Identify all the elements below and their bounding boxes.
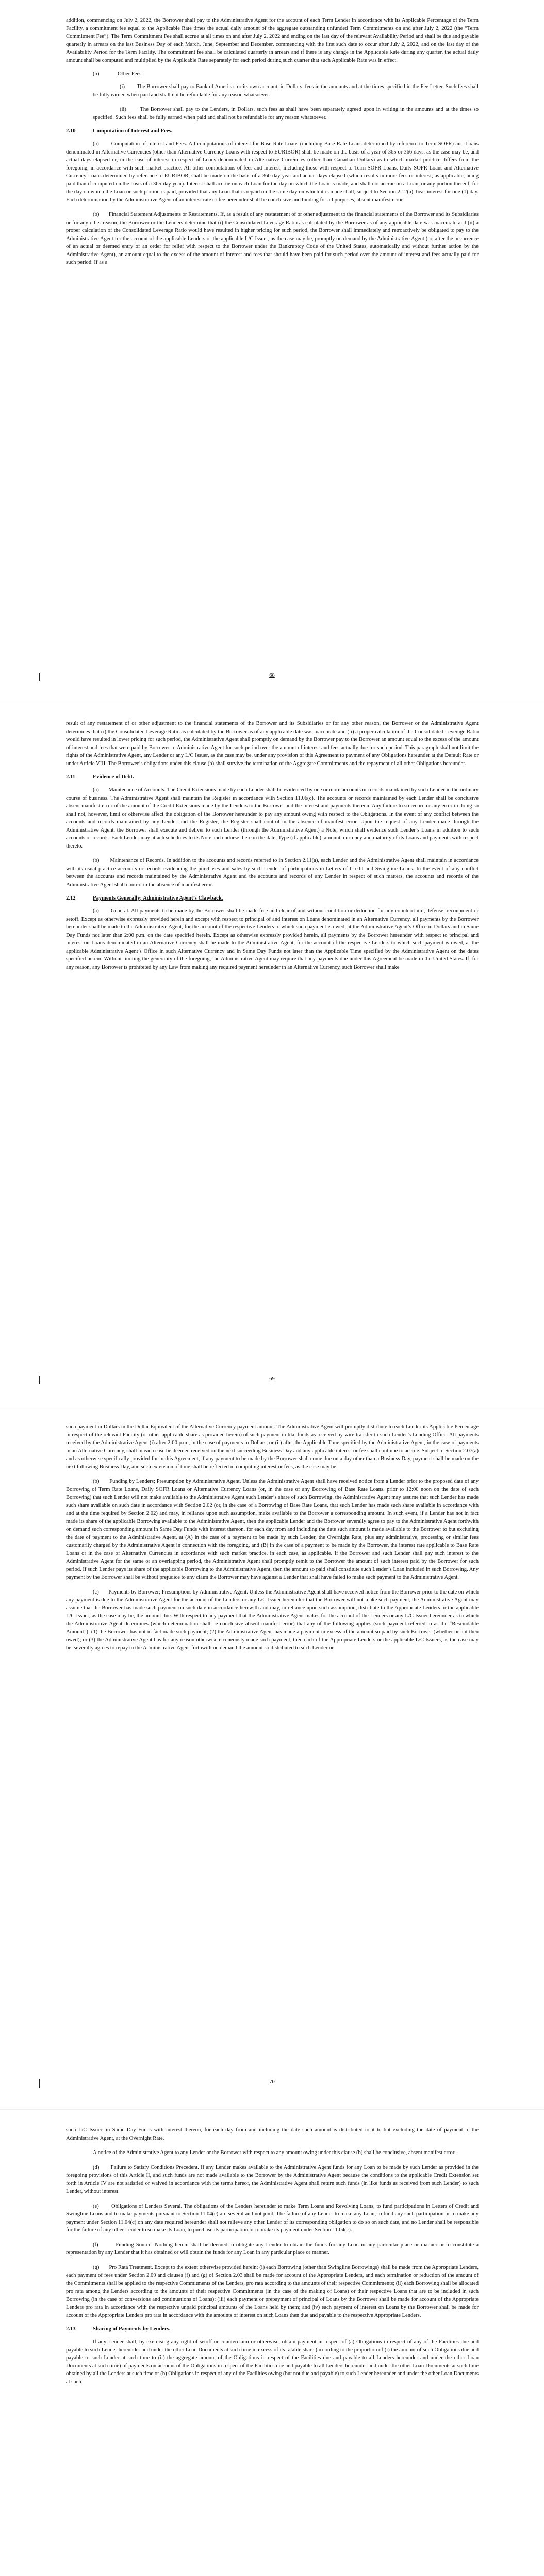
page-number: 70	[269, 2079, 275, 2085]
section-heading: 2.10 Computation of Interest and Fees.	[66, 128, 173, 134]
document-page	[0, 1406, 544, 2110]
body-paragraph: (a) Maintenance of Accounts. The Credit Extensions made by each Lender shall be evidenced by one or more accounts or records maintained by such Lender in the ordinary course of business. The Administrative Agent shall maintain the Register in accordance with Section 11.06(c). The accounts or records maintained by each Lender shall be conclusive absent manifest error of the amount of the Credit Extensions made by the Lenders to the Borrower and the interest and payments thereon. Any failure to so record or any error in doing so shall not, however, limit or otherwise affect the obligation of the Borrower hereunder to pay any amount owing with respect to the Obligations. In the event of any conflict between the accounts and records maintained by any Lender and the Register, the Register shall control in the absence of manifest error. Upon the request of any Lender made through the Administrative Agent, the Borrower shall execute and deliver to such Lender (through the Administrative Agent) a Note, which shall evidence such Lender’s Loans in addition to such accounts or records. Each Lender may attach schedules to its Note and endorse thereon the date, Type (if applicable), amount, currency and maturity of its Loans and payments with respect thereto.	[66, 787, 479, 849]
page-number: 68	[269, 673, 275, 679]
body-paragraph: (b) Funding by Lenders; Presumption by Administrative Agent. Unless the Administrative Agent shall have received notice from a Lender prior to the proposed date of any Borrowing of Term Rate Loans, Daily SOFR Loans or Alternative Currency Loans (or, in the case of any Borrowing of Base Rate Loans, prior to 12:00 noon on the date of such Borrowing) that such Lender will not make available to the Administrative Agent such Lender’s share of such Borrowing, the Administrative Agent may assume that such Lender has made such share available on such date in accordance with Section 2.02 (or, in the case of a Borrowing of Base Rate Loans, that such Lender has made such share available in accordance with and at the time required by Section 2.02) and may, in reliance upon such assumption, make available to the Borrower a corresponding amount. In such event, if a Lender has not in fact made its share of the applicable Borrowing available to the Administrative Agent, then the applicable Lender and the Borrower severally agree to pay to the Administrative Agent forthwith on demand such corresponding amount in Same Day Funds with interest thereon, for each day from and including the date such amount is made available to the Borrower to but excluding the date of payment to the Administrative Agent, at (A) in the case of a payment to be made by such Lender, the Overnight Rate, plus any administrative, processing or similar fees customarily charged by the Administrative Agent in connection with the foregoing, and (B) in the case of a payment to be made by the Borrower, the interest rate applicable to Base Rate Loans or in the case of Alternative Currencies in accordance with such market practice, in each case, as applicable. If the Borrower and such Lender shall pay such interest to the Administrative Agent for the same or an overlapping period, the Administrative Agent shall promptly remit to the Borrower the amount of such interest paid by the Borrower for such period. If such Lender pays its share of the applicable Borrowing to the Administrative Agent, then the amount so paid shall constitute such Lender’s Loan included in such Borrowing. Any payment by the Borrower shall be without prejudice to any claim the Borrower may have against a Lender that shall have failed to make such payment to the Administrative Agent.	[66, 1479, 479, 1580]
body-paragraph: (i) The Borrower shall pay to Bank of America for its own account, in Dollars, fees in the amounts and at the times specified in the Fee Letter. Such fees shall be fully earned when paid and shall not be refundable for any reason whatsoever.	[93, 84, 479, 98]
document-page	[0, 703, 544, 1406]
body-paragraph: such payment in Dollars in the Dollar Equivalent of the Alternative Currency payment amount. The Administrative Agent will promptly distribute to each Lender its Applicable Percentage in respect of the relevant Facility (or other applicable share as provided herein) of such payment in like funds as received by wire transfer to such Lender’s Lending Office. All payments received by the Administrative Agent (i) after 2:00 p.m., in the case of payments in Dollars, or (ii) after the Applicable Time specified by the Administrative Agent, in the case of payments in an Alternative Currency, shall in each case be deemed received on the next succeeding Business Day and any applicable interest or fee shall continue to accrue. Subject to Section 2.07(a) and as otherwise specifically provided for in this Agreement, if any payment to be made by the Borrower shall come due on a day other than a Business Day, payment shall be made on the next following Business Day, and such extension of time shall be reflected in computing interest or fees, as the case may be.	[66, 1424, 479, 1470]
body-paragraph: (g) Pro Rata Treatment. Except to the extent otherwise provided herein: (i) each Borrowing (other than Swingline Borrowings) shall be made from the Appropriate Lenders, each payment of fees under Section 2.09 and clauses (f) and (g) of Section 2.03 shall be made for account of the Appropriate Lenders, and each termination or reduction of the amount of the Commitments shall be applied to the respective Commitments of the Lenders, pro rata according to the amounts of their respective Commitments; (ii) each Borrowing shall be allocated pro rata among the Lenders according to the amounts of their respective Commitments (in the case of the making of Loans) or their respective Loans that are to be included in such Borrowing (in the case of conversions and continuations of Loans); (iii) each payment or prepayment of principal of Loans by the Borrower shall be made for account of the Appropriate Lenders pro rata in accordance with the respective unpaid principal amounts of the Loans held by them; and (iv) each payment of interest on Loans by the Borrower shall be made for account of the Appropriate Lenders pro rata in accordance with the amounts of interest on such Loans then due and payable to the respective Appropriate Lenders.	[66, 2264, 479, 2318]
body-paragraph: (c) Payments by Borrower; Presumptions by Administrative Agent. Unless the Administrative Agent shall have received notice from the Borrower prior to the date on which any payment is due to the Administrative Agent for the account of the Lenders or any L/C Issuer hereunder that the Borrower will not make such payment, the Administrative Agent may assume that the Borrower has made such payment on such date in accordance herewith and may, in reliance upon such assumption, distribute to the Appropriate Lenders or the applicable L/C Issuer, as the case may be, the amount due. With respect to any payment that the Administrative Agent makes for the account of the Lenders or any L/C Issuer hereunder as to which the Administrative Agent determines (which determination shall be conclusive absent manifest error) that any of the following applies (such payment referred to as the “Rescindable Amount”): (1) the Borrower has not in fact made such payment; (2) the Administrative Agent has made a payment in excess of the amount so paid by such Borrower (whether or not then owed); or (3) the Administrative Agent has for any reason otherwise erroneously made such payment, then each of the Appropriate Lenders or the applicable L/C Issuers, as the case may be, severally agrees to repay to the Administrative Agent forthwith on demand the amount so distributed to such Lender or	[66, 1589, 479, 1651]
subsection-label: (b) Other Fees.	[93, 71, 143, 77]
body-paragraph: (b) Financial Statement Adjustments or Restatements. If, as a result of any restatement of or other adjustment to the financial statements of the Borrower and its Subsidiaries or for any other reason, the Borrower or the Lenders determine that (i) the Consolidated Leverage Ratio as calculated by the Borrower as of any applicable date was inaccurate and (ii) a proper calculation of the Consolidated Leverage Ratio would have resulted in higher pricing for such period, the Borrower shall immediately and retroactively be obligated to pay to the Administrative Agent for the account of the applicable Lenders or the applicable L/C Issuer, as the case may be, promptly on demand by the Administrative Agent (or, after the occurrence of an actual or deemed entry of an order for relief with respect to the Borrower under the Bankruptcy Code of the United States, automatically and without further action by the Administrative Agent), an amount equal to the excess of the amount of interest and fees that should have been paid for such period over the amount of interest and fees actually paid for such period. If as a	[66, 212, 479, 265]
page-number: 69	[269, 1376, 275, 1382]
section-heading: 2.13 Sharing of Payments by Lenders.	[66, 2326, 171, 2332]
body-paragraph: addition, commencing on July 2, 2022, the Borrower shall pay to the Administrative Agent for the account of each Term Lender in accordance with its Applicable Percentage of the Term Facility, a commitment fee equal to the Applicable Rate times the actual daily amount of the aggregate outstanding unfunded Term Commitments on and after July 2, 2022 (the “Term Commitment Fee”). The Term Commitment Fee shall accrue at all times on and after July 2, 2022 and ending on the last day of the relevant Availability Period and shall be due and payable quarterly in arrears on the last Business Day of each March, June, September and December, commencing with the first such date to occur after July 2, 2022, and on the last day of the Availability Period for the Term Facility. The commitment fee shall be calculated quarterly in arrears and if there is any change in the Applicable Rate during any quarter, the actual daily amount shall be computed and multiplied by the Applicable Rate separately for each period during such quarter that such Applicable Rate was in effect.	[66, 18, 479, 63]
body-paragraph: (a) Computation of Interest and Fees. All computations of interest for Base Rate Loans (including Base Rate Loans determined by reference to Term SOFR) and Loans denominated in Alternative Currencies (other than Alternative Currency Loans with respect to EURIBOR) shall be made on the basis of a year of 365 or 366 days, as the case may be, and actual days elapsed or, in the case of interest in respect of Loans denominated in Alternative Currencies (other than Canadian Dollars) as to which market practice differs from the foregoing, in accordance with such market practice. All other computations of fees and interest, including those with respect to Term SOFR Loans, Daily SOFR Loans and Alternative Currency Loans determined by reference to EURIBOR, shall be made on the basis of a 360-day year and actual days elapsed (which results in more fees or interest, as applicable, being paid than if computed on the basis of a 365-day year). Interest shall accrue on each Loan for the day on which the Loan is made, and shall not accrue on a Loan, or any portion thereof, for the day on which the Loan or such portion is paid, provided that any Loan that is repaid on the same day on which it is made shall, subject to Section 2.12(a), bear interest for one (1) day. Each determination by the Administrative Agent of an interest rate or fee hereunder shall be conclusive and binding for all purposes, absent manifest error.	[66, 141, 479, 203]
body-paragraph: (f) Funding Source. Nothing herein shall be deemed to obligate any Lender to obtain the funds for any Loan in any particular place or manner or to constitute a representation by any Lender that it has obtained or will obtain the funds for any Loan in any particular place or manner.	[66, 2242, 479, 2256]
section-heading: 2.12 Payments Generally; Administrative Agent’s Clawback.	[66, 895, 223, 901]
page-body	[66, 16, 479, 274]
body-paragraph: (a) General. All payments to be made by the Borrower shall be made free and clear of and without condition or deduction for any counterclaim, defense, recoupment or setoff. Except as otherwise expressly provided herein and except with respect to principal of and interest on Loans denominated in an Alternative Currency, all payments by the Borrower hereunder shall be made to the Administrative Agent, for the account of the respective Lenders to which such payment is owed, at the Administrative Agent’s Office in Dollars and in Same Day Funds not later than 2:00 p.m. on the date specified herein. Except as otherwise expressly provided herein, all payments by the Borrower hereunder with respect to principal and interest on Loans denominated in an Alternative Currency shall be made to the Administrative Agent, for the account of the respective Lenders to which such payment is owed, at the applicable Administrative Agent’s Office in such Alternative Currency and in Same Day Funds not later than the Applicable Time specified by the Administrative Agent on the dates specified herein. Without limiting the generality of the foregoing, the Administrative Agent may require that any payments due under this Agreement be made in the United States. If, for any reason, any Borrower is prohibited by any Law from making any required payment hereunder in an Alternative Currency, such Borrower shall make	[66, 908, 479, 970]
body-paragraph: (e) Obligations of Lenders Several. The obligations of the Lenders hereunder to make Term Loans and Revolving Loans, to fund participations in Letters of Credit and Swingline Loans and to make payments pursuant to Section 11.04(c) are several and not joint. The failure of any Lender to make any Loan, to fund any such participation or to make any payment under Section 11.04(c) on any date required hereunder shall not relieve any other Lender of its corresponding obligation to do so on such date, and no Lender shall be responsible for the failure of any other Lender to so make its Loan, to purchase its participation or to make its payment under Section 11.04(c).	[66, 2203, 479, 2233]
body-paragraph: If any Lender shall, by exercising any right of setoff or counterclaim or otherwise, obtain payment in respect of (a) Obligations in respect of any of the Facilities due and payable to such Lender hereunder and under the other Loan Documents at such time in excess of its ratable share (according to the proportion of (i) the amount of such Obligations due and payable to such Lender at such time to (ii) the aggregate amount of the Obligations in respect of the Facilities due and payable to all Lenders hereunder and under the other Loan Documents at such time) of payments on account of the Obligations in respect of the Facilities due and payable to all Lenders hereunder and under the other Loan Documents at such time obtained by all the Lenders at such time or (b) Obligations in respect of any of the Facilities owing (but not due and payable) to such Lender hereunder and under the other Loan Documents at such	[66, 2339, 479, 2385]
body-paragraph: (ii) The Borrower shall pay to the Lenders, in Dollars, such fees as shall have been separately agreed upon in writing in the amounts and at the times so specified. Such fees shall be fully earned when paid and shall not be refundable for any reason whatsoever.	[93, 107, 479, 121]
page-body	[66, 2126, 479, 2393]
body-paragraph: (d) Failure to Satisfy Conditions Precedent. If any Lender makes available to the Administrative Agent funds for any Loan to be made by such Lender as provided in the foregoing provisions of this Article II, and such funds are not made available to the Borrower by the Administrative Agent because the conditions to the applicable Credit Extension set forth in Article IV are not satisfied or waived in accordance with the terms hereof, the Administrative Agent shall return such funds (in like funds as received from such Lender) to such Lender, without interest.	[66, 2164, 479, 2194]
body-paragraph: (b) Maintenance of Records. In addition to the accounts and records referred to in Section 2.11(a), each Lender and the Administrative Agent shall maintain in accordance with its usual practice accounts or records evidencing the purchases and sales by such Lender of participations in Letters of Credit and Swingline Loans. In the event of any conflict between the accounts and records maintained by the Administrative Agent and the accounts and records of any Lender in respect of such matters, the accounts and records of the Administrative Agent shall control in the absence of manifest error.	[66, 858, 479, 888]
page-body	[66, 720, 479, 978]
section-heading: 2.11 Evidence of Debt.	[66, 774, 134, 780]
page-body	[66, 1423, 479, 1659]
document-page	[0, 2110, 544, 2576]
body-paragraph: such L/C Issuer, in Same Day Funds with interest thereon, for each day from and including the date such amount is distributed to it to but excluding the date of payment to the Administrative Agent, at the Overnight Rate.	[66, 2127, 479, 2141]
document-page	[0, 0, 544, 703]
body-paragraph: result of any restatement of or other adjustment to the financial statements of the Borrower and its Subsidiaries or for any other reason, the Borrower or the Administrative Agent determines that (i) the Consolidated Leverage Ratio as calculated by the Borrower as of any applicable date was inaccurate and (ii) a proper calculation of the Consolidated Leverage Ratio would have resulted in lower pricing for such period, the Administrative Agent shall promptly on demand by the Borrower pay to the Borrower an amount equal to the excess of the amount of interest and fees that were paid by Borrower to Administrative Agent for such period over the amount of interest and fees actually due for such period. This paragraph shall not limit the rights of the Administrative Agent, any Lender or any L/C Issuer, as the case may be, under any provision of this Agreement to payment of any Obligations hereunder at the Default Rate or under Article VIII. The Borrower’s obligations under this clause (b) shall survive the termination of the Aggregate Commitments and the repayment of all other Obligations hereunder.	[66, 721, 479, 767]
body-paragraph: A notice of the Administrative Agent to any Lender or the Borrower with respect to any amount owing under this clause (b) shall be conclusive, absent manifest error.	[93, 2150, 456, 2156]
